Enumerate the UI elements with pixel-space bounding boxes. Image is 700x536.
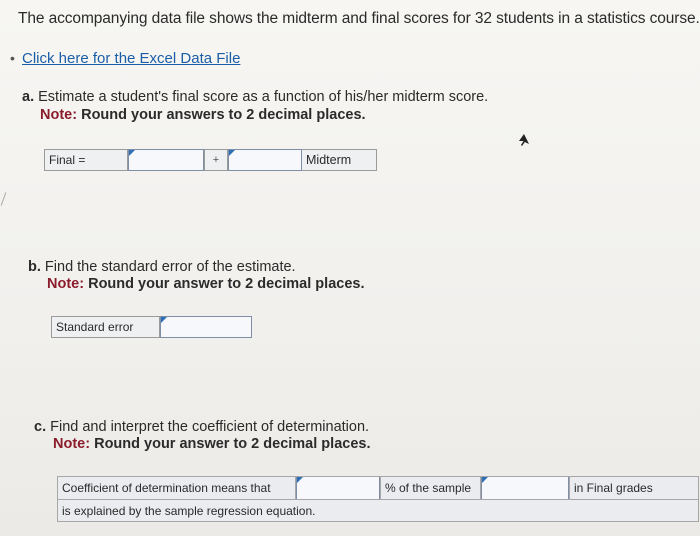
- plus-operator: +: [204, 149, 228, 171]
- regression-equation-row: [44, 149, 377, 171]
- coefficient-row-1: [58, 477, 698, 499]
- mouse-cursor-icon: [517, 133, 531, 147]
- slope-input[interactable]: [228, 149, 302, 171]
- part-b-note-label: Note:: [47, 276, 85, 292]
- part-c-note: [53, 436, 370, 452]
- part-c-note-label: Note:: [53, 436, 91, 452]
- in-final-label: in Final grades: [569, 477, 657, 499]
- part-a-question-text: Estimate a student's final score as a function of his/her midterm score.: [38, 89, 489, 105]
- variation-input[interactable]: [481, 477, 569, 499]
- intercept-input[interactable]: [128, 149, 204, 171]
- part-b-letter: b.: [28, 259, 41, 275]
- part-a-note-label: Note:: [40, 107, 78, 123]
- coefficient-input[interactable]: [296, 477, 380, 499]
- coefficient-interpretation-table: [57, 476, 699, 522]
- problem-intro: The accompanying data file shows the midterm and final scores for 32 students in a statistics course.: [18, 10, 700, 27]
- part-b-question: [28, 259, 296, 275]
- pct-sample-label: % of the sample: [380, 477, 481, 499]
- standard-error-row: [51, 316, 252, 338]
- excel-data-link[interactable]: Click here for the Excel Data File: [22, 50, 241, 67]
- final-equals-label: Final =: [44, 149, 128, 171]
- standard-error-label: Standard error: [51, 316, 160, 338]
- part-a-note-text: Round your answers to 2 decimal places.: [77, 107, 366, 123]
- part-c-note-text: Round your answer to 2 decimal places.: [90, 436, 371, 452]
- part-b-note-text: Round your answer to 2 decimal places.: [84, 276, 365, 292]
- margin-mark: [1, 192, 7, 205]
- bullet-dot: •: [10, 50, 15, 66]
- part-c-question: [34, 419, 369, 435]
- part-a-note: [40, 107, 366, 123]
- standard-error-input[interactable]: [160, 316, 252, 338]
- coef-means-label: Coefficient of determination means that: [58, 477, 296, 499]
- part-c-letter: c.: [34, 419, 47, 435]
- part-b-question-text: Find the standard error of the estimate.: [44, 259, 296, 275]
- part-c-question-text: Find and interpret the coefficient of determination.: [50, 419, 370, 435]
- midterm-label: Midterm: [302, 149, 377, 171]
- part-a-letter: a.: [22, 89, 35, 105]
- part-a-question: [22, 89, 488, 105]
- part-b-note: [47, 276, 364, 292]
- explained-label: is explained by the sample regression equation.: [58, 499, 698, 521]
